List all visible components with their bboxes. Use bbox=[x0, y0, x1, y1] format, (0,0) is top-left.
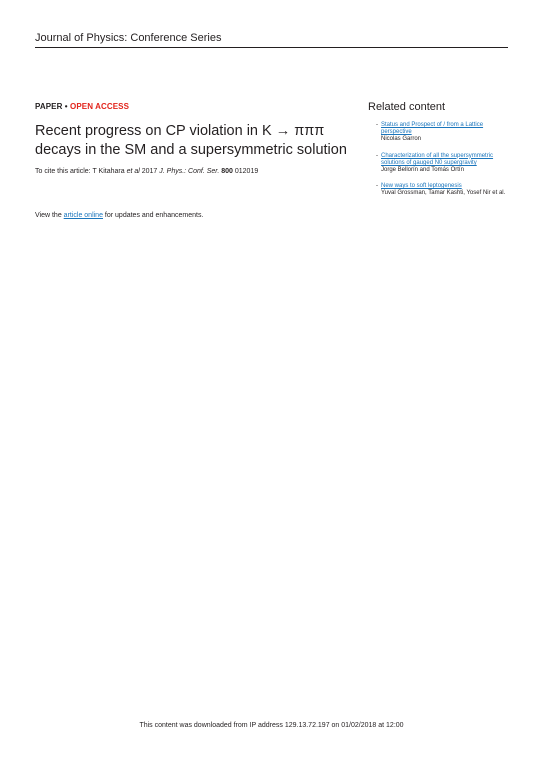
cite-article-number: 012019 bbox=[232, 168, 259, 175]
related-bullet: - bbox=[376, 122, 378, 128]
cite-journal: J. Phys.: Conf. Ser. bbox=[159, 168, 220, 175]
related-content-heading: Related content bbox=[368, 101, 446, 113]
cite-prefix: To cite this article: T Kitahara bbox=[35, 168, 127, 175]
download-footer: This content was downloaded from IP address 129.13.72.197 on 01/02/2018 at 12:00 bbox=[139, 722, 404, 729]
related-item-authors: Nicolas Garron bbox=[381, 136, 422, 143]
view-prefix: View the bbox=[35, 212, 64, 219]
related-bullet: - bbox=[376, 152, 378, 159]
related-item bbox=[376, 122, 509, 144]
view-online-line bbox=[35, 212, 203, 219]
journal-name: Journal of Physics: Conference Series bbox=[35, 32, 222, 44]
cite-year: 2017 bbox=[139, 168, 160, 175]
article-online-link[interactable]: article online bbox=[63, 212, 103, 219]
related-item bbox=[376, 183, 509, 197]
related-item bbox=[376, 152, 509, 175]
related-bullet: - bbox=[376, 183, 378, 190]
label-separator: • bbox=[62, 102, 71, 111]
related-item-link[interactable]: New ways to soft leptogenesis bbox=[381, 183, 462, 190]
article-title: Recent progress on CP violation in K → πππ decays in the SM and a supersymmetric solution bbox=[35, 123, 347, 158]
open-access-label: OPEN ACCESS bbox=[70, 102, 130, 111]
related-item-link[interactable]: Characterization of all the supersymmetric solutions of gauged N0 supergravity bbox=[381, 152, 494, 166]
related-item-authors: Jorge Bellorín and Tomás Ortín bbox=[381, 167, 464, 174]
cite-et-al: et al bbox=[126, 168, 140, 175]
header-rule bbox=[35, 47, 508, 48]
citation-line bbox=[35, 168, 258, 175]
paper-label: PAPER bbox=[35, 102, 63, 111]
cite-volume: 800 bbox=[219, 168, 233, 175]
related-content-list bbox=[376, 122, 509, 207]
article-type-line bbox=[35, 102, 129, 111]
view-suffix: for updates and enhancements. bbox=[102, 212, 204, 219]
related-item-authors: Yuval Grossman, Tamar Kashti, Yosef Nir et al. bbox=[381, 190, 506, 197]
related-item-link[interactable]: Status and Prospect of / from a Lattice perspective bbox=[381, 122, 484, 136]
